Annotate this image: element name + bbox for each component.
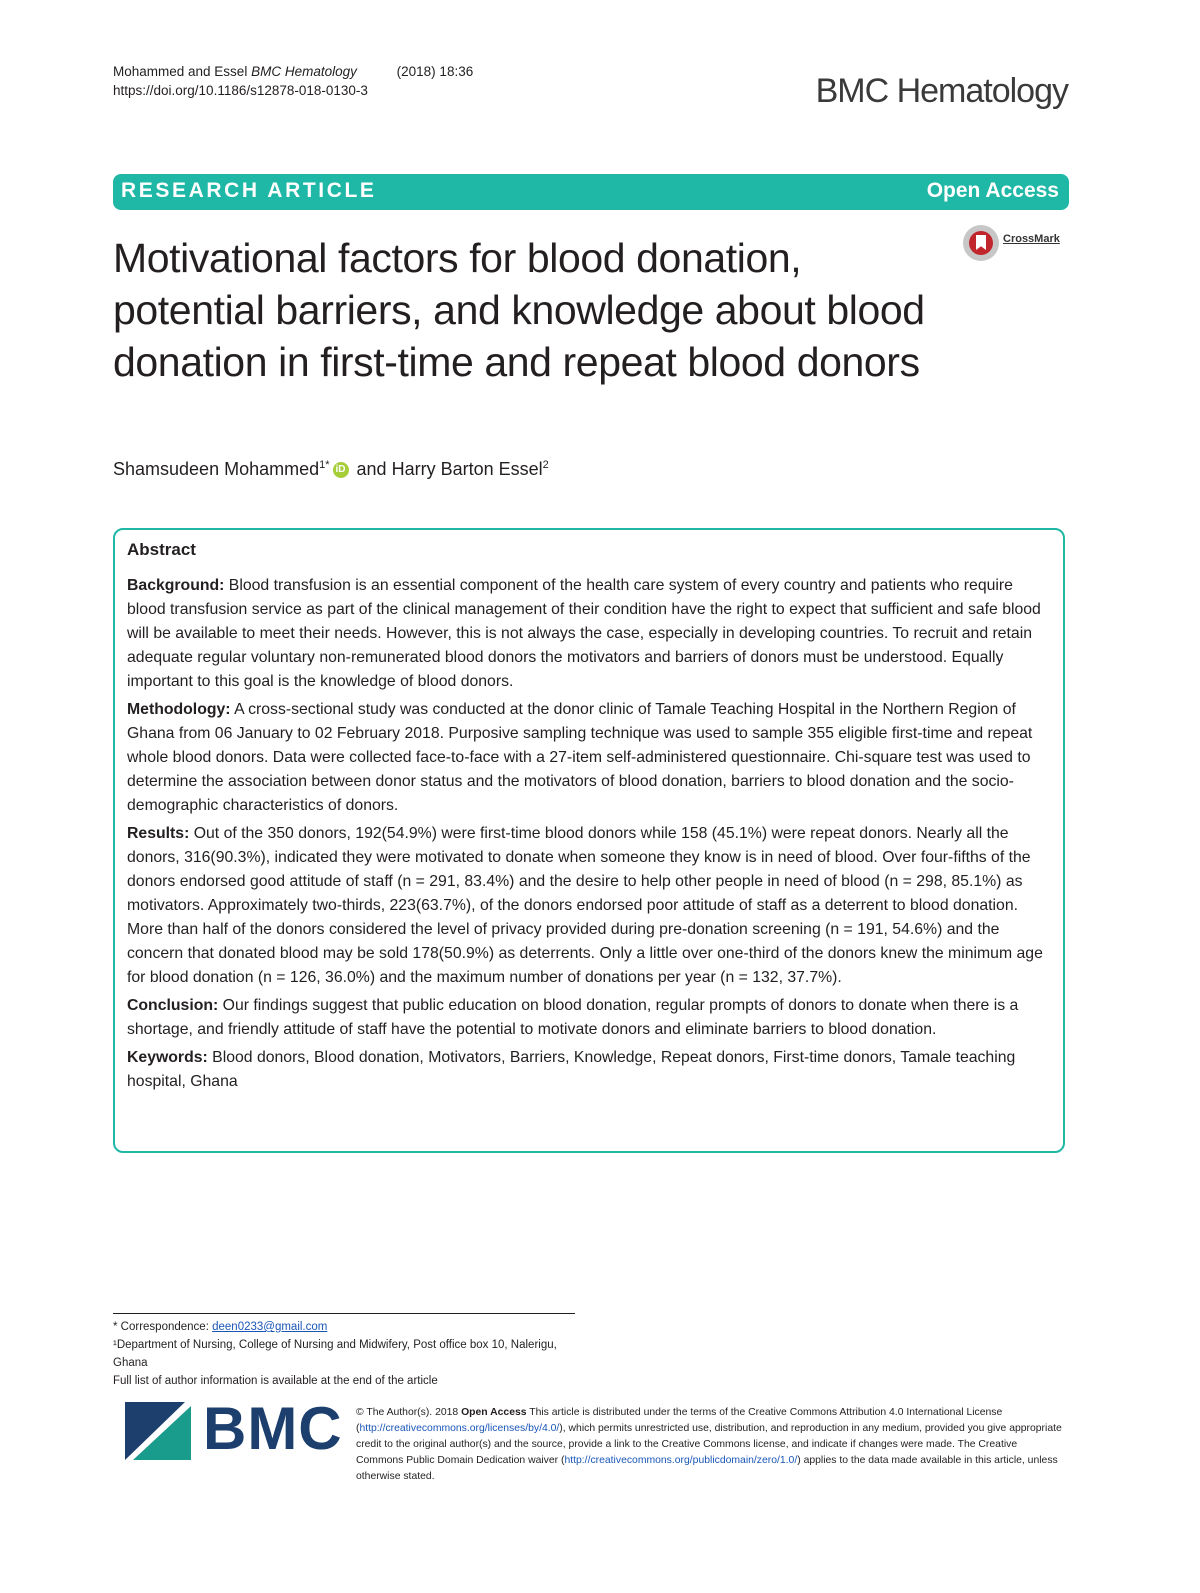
author-affiliation-marker: 2 [542, 459, 549, 471]
license-open-access: Open Access [461, 1407, 527, 1418]
section-label: Results: [127, 825, 190, 842]
affiliation: ¹Department of Nursing, College of Nursing and Midwifery, Post office box 10, Nalerigu, Ghana [113, 1339, 557, 1369]
abstract-methodology [127, 698, 1051, 818]
abstract-content [127, 538, 1051, 1098]
license-text: This article is distributed under the terms of the Creative Commons Attribution 4.0 International License ( [356, 1407, 1003, 1434]
bmc-logo [125, 1395, 343, 1462]
section-label: Keywords: [127, 1049, 208, 1066]
email-link[interactable]: deen0233@gmail.com [212, 1321, 328, 1333]
citation-year-volume: (2018) 18:36 [396, 64, 474, 79]
crossmark-icon [963, 225, 999, 261]
article-title: Motivational factors for blood donation, potential barriers, and knowledge about blood donation in first-time and repeat blood donors [113, 235, 925, 385]
waiver-link[interactable]: http://creativecommons.org/publicdomain/zero/1.0/ [564, 1455, 798, 1466]
license-text: ), which permits unrestricted use, distribution, and reproduction in any medium, provided you give appropriate credit to the original author(s) and the source, provide a link to the Creative Commons license, and indicate if changes were made. The Creative Commons Public Domain Dedication waiver ( [356, 1423, 1062, 1466]
citation-journal: BMC Hematology [251, 64, 357, 79]
license-link[interactable]: http://creativecommons.org/licenses/by/4.0/ [359, 1423, 560, 1434]
article-type-banner [113, 174, 1069, 210]
author-connector: and [351, 459, 392, 479]
author-affiliation-marker: 1* [319, 459, 330, 471]
correspondence-label: * Correspondence: [113, 1321, 209, 1333]
section-text: Blood donors, Blood donation, Motivators, Barriers, Knowledge, Repeat donors, First-time donors, Tamale teaching hospital, Ghana [127, 1049, 1016, 1090]
journal-name: BMC Hematology [815, 72, 1068, 110]
license-text: © The Author(s). 2018 [356, 1407, 462, 1418]
abstract-keywords [127, 1046, 1051, 1094]
section-text: Blood transfusion is an essential component of the health care system of every country and patients who require blood transfusion service as part of the clinical management of their condition have the right to expect that sufficient and safe blood will be available to meet their needs. However, this is not always the case, especially in developing countries. To recruit and retain adequate regular voluntary non-remunerated blood donors the motivators and barriers of donors must be understood. Equally important to this goal is the knowledge of blood donors. [127, 577, 1041, 690]
crossmark-label: CrossMark [1003, 233, 1060, 245]
author-info-note: Full list of author information is available at the end of the article [113, 1375, 438, 1387]
author-name[interactable]: Harry Barton Essel [391, 459, 543, 479]
abstract-heading: Abstract [127, 540, 196, 559]
abstract-conclusion [127, 994, 1051, 1042]
section-label: Conclusion: [127, 997, 219, 1014]
abstract-box [113, 528, 1065, 1153]
doi-link[interactable]: https://doi.org/10.1186/s12878-018-0130-3 [113, 83, 368, 98]
section-text: A cross-sectional study was conducted at the donor clinic of Tamale Teaching Hospital in the Northern Region of Ghana from 06 January to 02 February 2018. Purposive sampling technique was used to sample 355 eligible first-time and repeat whole blood donors. Data were collected face-to-face with a 27-item self-administered questionnaire. Chi-square test was used to determine the association between donor status and the motivators of blood donation, barriers to blood donation and the socio-demographic characteristics of donors. [127, 701, 1033, 814]
citation-line [113, 62, 473, 81]
footnotes [113, 1313, 575, 1390]
bmc-logo-text: BMC [203, 1395, 343, 1462]
license-statement [356, 1405, 1066, 1485]
abstract-results [127, 822, 1051, 990]
open-access-label: Open Access [926, 179, 1059, 202]
bmc-mark-icon [125, 1402, 195, 1460]
section-text: Out of the 350 donors, 192(54.9%) were first-time blood donors while 158 (45.1%) were repeat donors. Nearly all the donors, 316(90.3%), indicated they were motivated to donate when someone they know is in need of blood. Over four-fifths of the donors endorsed good attitude of staff (n = 291, 83.4%) and the desire to help other people in need of blood (n = 298, 85.1%) as motivators. Approximately two-thirds, 223(63.7%), of the donors endorsed poor attitude of staff as a deterrent to blood donation. More than half of the donors considered the level of privacy provided during pre-donation screening (n = 191, 54.6%) and the concern that donated blood may be sold 178(50.9%) as deterrents. Only a little over one-third of the donors knew the minimum age for blood donation (n = 126, 36.0%) and the maximum number of donations per year (n = 132, 37.7%). [127, 825, 1043, 986]
article-type-label: RESEARCH ARTICLE [121, 179, 377, 202]
license-text: ) applies to the data made available in this article, unless otherwise stated. [356, 1455, 1058, 1482]
abstract-background [127, 574, 1051, 694]
author-list [113, 459, 549, 480]
citation-authors: Mohammed and Essel [113, 64, 248, 79]
section-label: Background: [127, 577, 225, 594]
section-label: Methodology: [127, 701, 231, 718]
section-text: Our findings suggest that public education on blood donation, regular prompts of donors to donate when there is a shortage, and friendly attitude of staff have the potential to motivate donors and eliminate barriers to blood donation. [127, 997, 1019, 1038]
citation-header [113, 62, 473, 100]
crossmark-badge[interactable] [963, 225, 1073, 265]
correspondence [113, 1318, 575, 1336]
orcid-icon[interactable]: iD [333, 462, 349, 478]
author-name[interactable]: Shamsudeen Mohammed [113, 459, 320, 479]
